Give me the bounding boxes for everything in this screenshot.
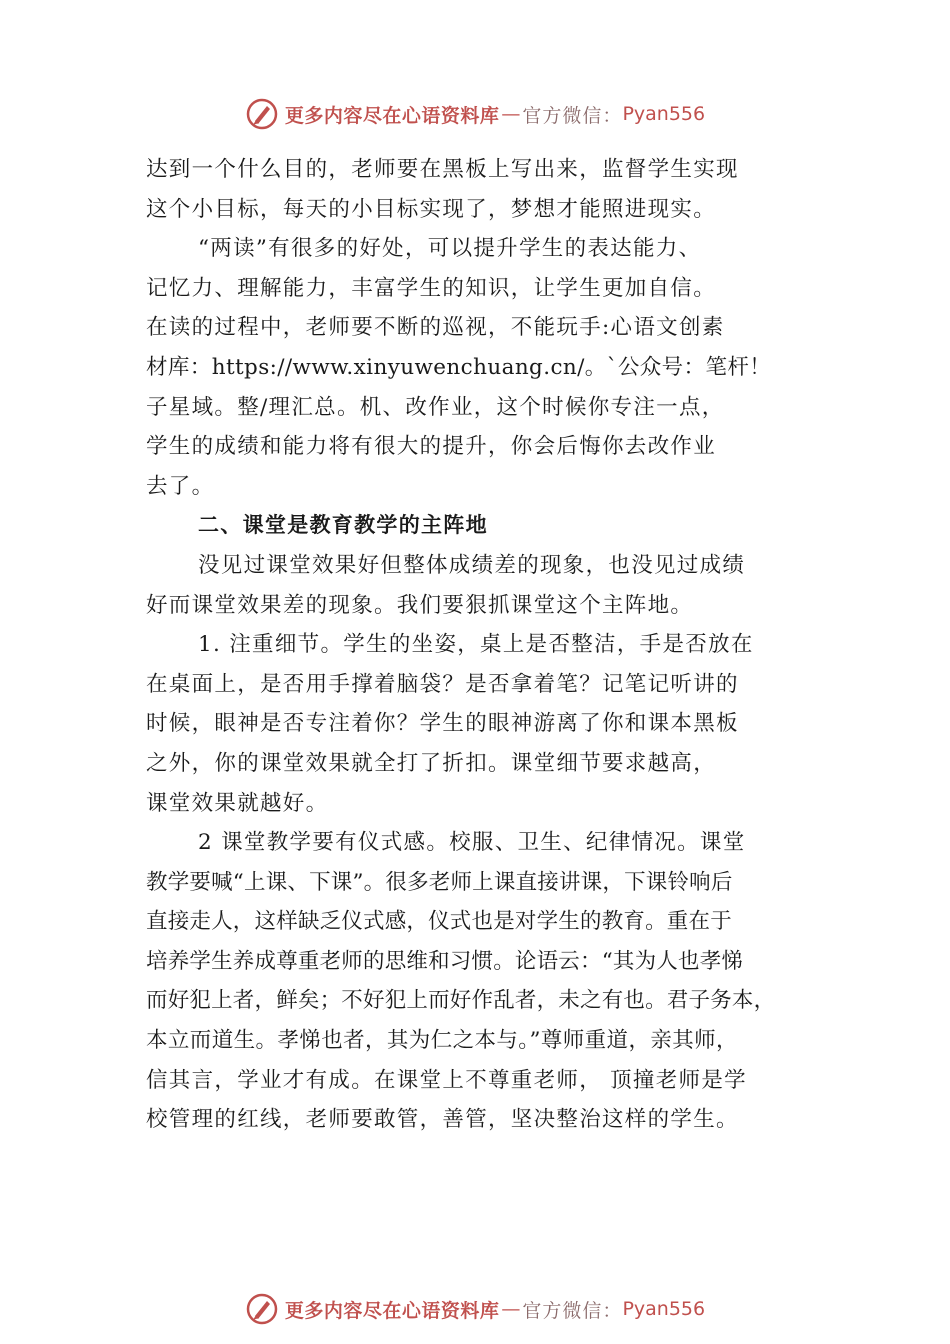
watermark-header [0, 94, 950, 134]
watermark-brand-text: 更多内容尽在心语资料库 [284, 104, 500, 127]
document-body [146, 150, 810, 1140]
watermark-dash: — [501, 1298, 521, 1320]
watermark-contact-handle: Pyan556 [622, 1298, 706, 1320]
body-line: 子星域。整/理汇总。机、改作业，这个时候你专注一点， [146, 394, 725, 420]
watermark-contact-label: 官方微信： [522, 104, 623, 127]
body-line: 在读的过程中，老师要不断的巡视，不能玩手:心语文创素 [146, 315, 725, 341]
body-line: 去了。 [146, 473, 215, 499]
body-line: 直接走人，这样缺乏仪式感，仪式也是对学生的教育。重在于 [146, 909, 732, 935]
pen-logo-icon [245, 97, 279, 131]
body-line: 教学要喊“上课、下课”。很多老师上课直接讲课，下课铃响后 [146, 869, 733, 895]
body-line: 校管理的红线，老师要敢管，善管，坚决整治这样的学生。 [146, 1107, 739, 1133]
list-item-1: 1. 注重细节。学生的坐姿，桌上是否整洁，手是否放在 [198, 632, 754, 658]
watermark-dash: — [501, 103, 521, 125]
body-line: 而好犯上者，鲜矣；不好犯上而好作乱者，未之有也。君子务本， [146, 988, 776, 1014]
watermark-contact-handle: Pyan556 [622, 103, 706, 125]
list-item-2: 2 课堂教学要有仪式感。校服、卫生、纪律情况。课堂 [198, 830, 746, 856]
pen-logo-icon [245, 1292, 279, 1326]
body-line: 在桌面上，是否用手撑着脑袋？是否拿着笔？记笔记听讲的 [146, 671, 739, 697]
body-line: 学生的成绩和能力将有很大的提升，你会后悔你去改作业 [146, 434, 717, 460]
body-line: 达到一个什么目的，老师要在黑板上写出来，监督学生实现 [146, 157, 739, 182]
watermark-contact-label: 官方微信： [522, 1299, 623, 1322]
body-line: 之外，你的课堂效果就全打了折扣。课堂细节要求越高， [146, 750, 717, 776]
section-heading: 二、课堂是教育教学的主阵地 [198, 513, 488, 538]
paragraph-start: “两读”有很多的好处，可以提升学生的表达能力、 [198, 236, 702, 262]
paragraph-start: 没见过课堂效果好但整体成绩差的现象，也没见过成绩 [198, 552, 746, 578]
body-line: 培养学生养成尊重老师的思维和习惯。论语云：“其为人也孝悌 [146, 948, 744, 974]
body-line: 本立而道生。孝悌也者，其为仁之本与。”尊师重道，亲其师， [146, 1028, 738, 1054]
body-line: 记忆力、理解能力，丰富学生的知识，让学生更加自信。 [146, 275, 717, 301]
body-line: 信其言，学业才有成。在课堂上不尊重老师， 顶撞老师是学 [146, 1067, 747, 1093]
body-line: 这个小目标，每天的小目标实现了，梦想才能照进现实。 [146, 196, 717, 222]
body-line: 好而课堂效果差的现象。我们要狠抓课堂这个主阵地。 [146, 592, 694, 618]
body-line: 材库：https://www.xinyuwenchuang.cn/。`公众号：笔杆！ [146, 354, 772, 380]
watermark-brand-text: 更多内容尽在心语资料库 [284, 1299, 500, 1322]
body-line: 时候，眼神是否专注着你？学生的眼神游离了你和课本黑板 [146, 711, 739, 737]
body-line: 课堂效果就越好。 [146, 790, 329, 816]
watermark-footer [0, 1289, 950, 1329]
